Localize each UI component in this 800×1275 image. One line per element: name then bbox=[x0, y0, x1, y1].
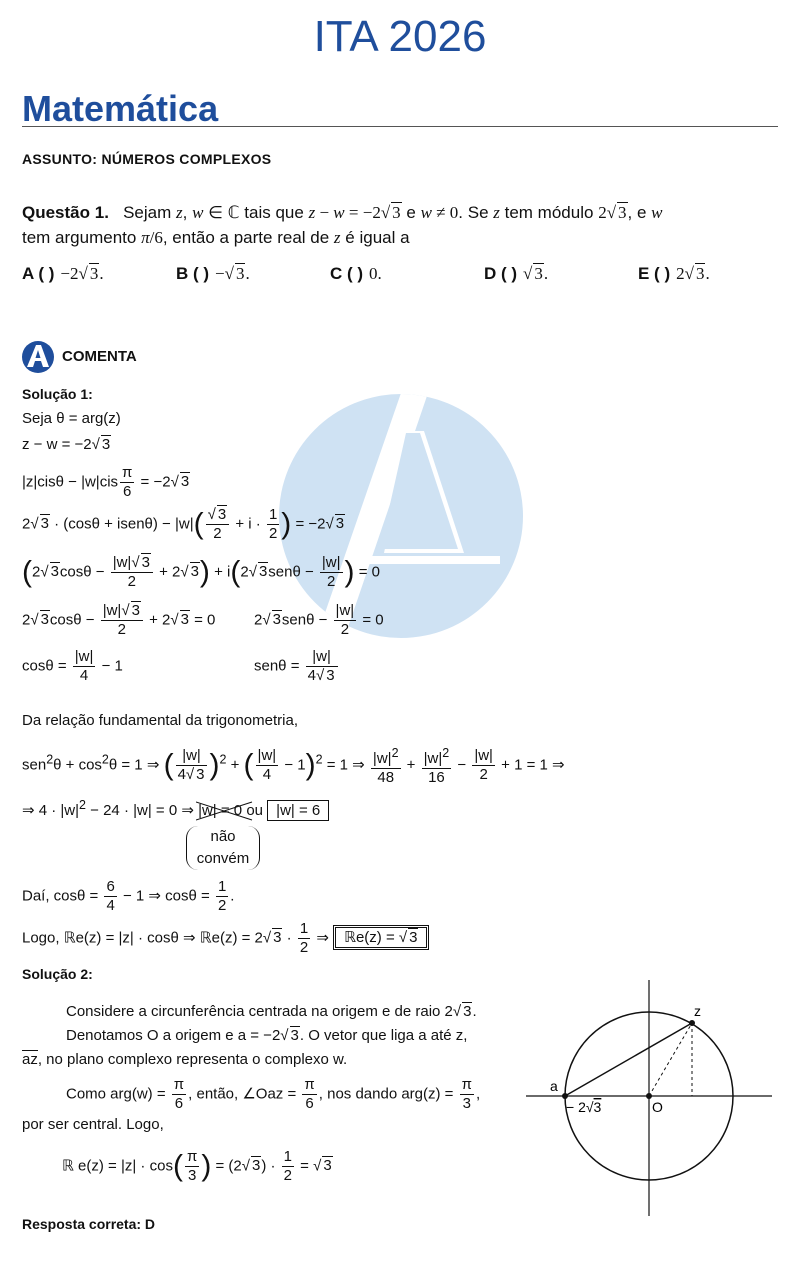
comenta-heading: COMENTA bbox=[62, 348, 137, 365]
label-o: O bbox=[652, 1099, 663, 1115]
option-a[interactable]: A ( ) −2√ 3. bbox=[22, 264, 104, 283]
solution2-title: Solução 2: bbox=[22, 966, 93, 982]
radius-oz bbox=[649, 1023, 692, 1096]
eq-z-minus-w: z − w = −2√ 3 bbox=[22, 436, 111, 453]
option-b[interactable]: B ( ) −√ 3. bbox=[176, 264, 250, 283]
solution1-seja: Seja θ = arg(z) bbox=[22, 410, 121, 427]
eq-real-imag: (2√ 3cosθ − $\frac{|w|√ 3}{2}$ + 2√ 3) + i(2√ 3senθ − $\frac{|w|}{2}$ ) = 0 bbox=[22, 554, 380, 590]
solution1-title: Solução 1: bbox=[22, 386, 93, 402]
eq-pythagoras: $sen^2\theta + \cos^2\theta = 1$ ⇒ ( $\frac{|w|}{4√ 3}$ )$^2$ + ( $\frac{|w|}{4}$ − 1)$^2$ = 1 ⇒ $\frac{|w|^2}{48}$ + $\frac{|w|^2}{16}$ − $\frac{|w|}{2}$ + 1 = 1 ⇒ bbox=[22, 746, 565, 786]
eq-imag-part: 2√ 3senθ − $\frac{|w|}{2}$ = 0 bbox=[254, 602, 384, 638]
exam-title: ITA 2026 bbox=[313, 12, 487, 61]
solution2-text: Considere a circunferência centrada na origem e de raio 2√ 3. Denotamos O a origem e a = −2√ 3. O vetor que liga a até z, az, no plano complexo representa o complexo w. Como arg(w) = $\frac{\pi}{6}$ , então, ∠Oaz = $\frac{\pi}{6}$ , nos dando arg(z) = $\frac{\pi}{3}$ , por ser central. Logo, bbox=[22, 1003, 481, 1133]
eq-cis: |z|cisθ − |w|cis $\frac{\pi}{6}$ = −2√ 3 bbox=[22, 464, 190, 500]
eq-expand: 2√ 3 · (cosθ + isenθ) − |w|( $\frac{√ 3}{2}$ + i · $\frac{1}{2}$ ) = −2√ 3 bbox=[22, 506, 345, 542]
eq-re-final: ℝ e(z) = |z| · cos( $\frac{\pi}{3}$ ) = (2√ 3) · $\frac{1}{2}$ = √ 3 bbox=[62, 1148, 332, 1184]
vector-az bbox=[565, 1023, 692, 1096]
eq-logo: Logo, ℝe(z) = |z| · cosθ ⇒ ℝe(z) = 2√ 3 · $\frac{1}{2}$ ⇒ ℝe(z) = √ 3 bbox=[22, 920, 429, 957]
eq-quadratic: ⇒ $4 \cdot |w|^2 - 24 \cdot |w| = 0$ ⇒ |w| = 0 ou |w| = 6 bbox=[22, 798, 329, 819]
correct-answer: Resposta correta: D bbox=[22, 1216, 156, 1232]
question-text: Questão 1. Sejam z, w ∈ ℂ tais que z − w = −2√ 3 e w ≠ 0. Se z tem módulo 2√ 3, e w tem argumento π/6, então a parte real de z é igual a bbox=[22, 203, 663, 247]
title-divider bbox=[22, 126, 778, 127]
subject-title: Matemática bbox=[22, 88, 219, 129]
topic-label: ASSUNTO: NÚMEROS COMPLEXOS bbox=[22, 151, 272, 167]
circle-diagram bbox=[524, 978, 774, 1218]
eq-sen: senθ = $\frac{|w|}{4√ 3}$ bbox=[254, 648, 340, 685]
nao-convem-note: não convém bbox=[186, 826, 260, 870]
label-z: z bbox=[694, 1003, 701, 1019]
relacao-text: Da relação fundamental da trigonometria, bbox=[22, 712, 298, 729]
eq-real-part: 2√ 3cosθ − $\frac{|w|√ 3}{2}$ + 2√ 3 = 0 bbox=[22, 602, 216, 638]
option-d[interactable]: D ( ) √ 3. bbox=[484, 264, 549, 283]
option-e[interactable]: E ( ) 2√ 3. bbox=[638, 264, 710, 283]
label-a: a bbox=[550, 1078, 558, 1094]
point-z bbox=[689, 1020, 695, 1026]
eq-cos: cosθ = $\frac{|w|}{4}$ − 1 bbox=[22, 648, 123, 684]
label-minus: − 2√3 bbox=[566, 1099, 602, 1115]
comenta-logo-icon bbox=[22, 341, 54, 373]
option-c[interactable]: C ( ) 0. bbox=[330, 264, 382, 283]
question-label: Questão 1. bbox=[22, 203, 109, 222]
eq-dai: Daí, cosθ = $\frac{6}{4}$ − 1 ⇒ cosθ = $\frac{1}{2}$ . bbox=[22, 878, 235, 914]
